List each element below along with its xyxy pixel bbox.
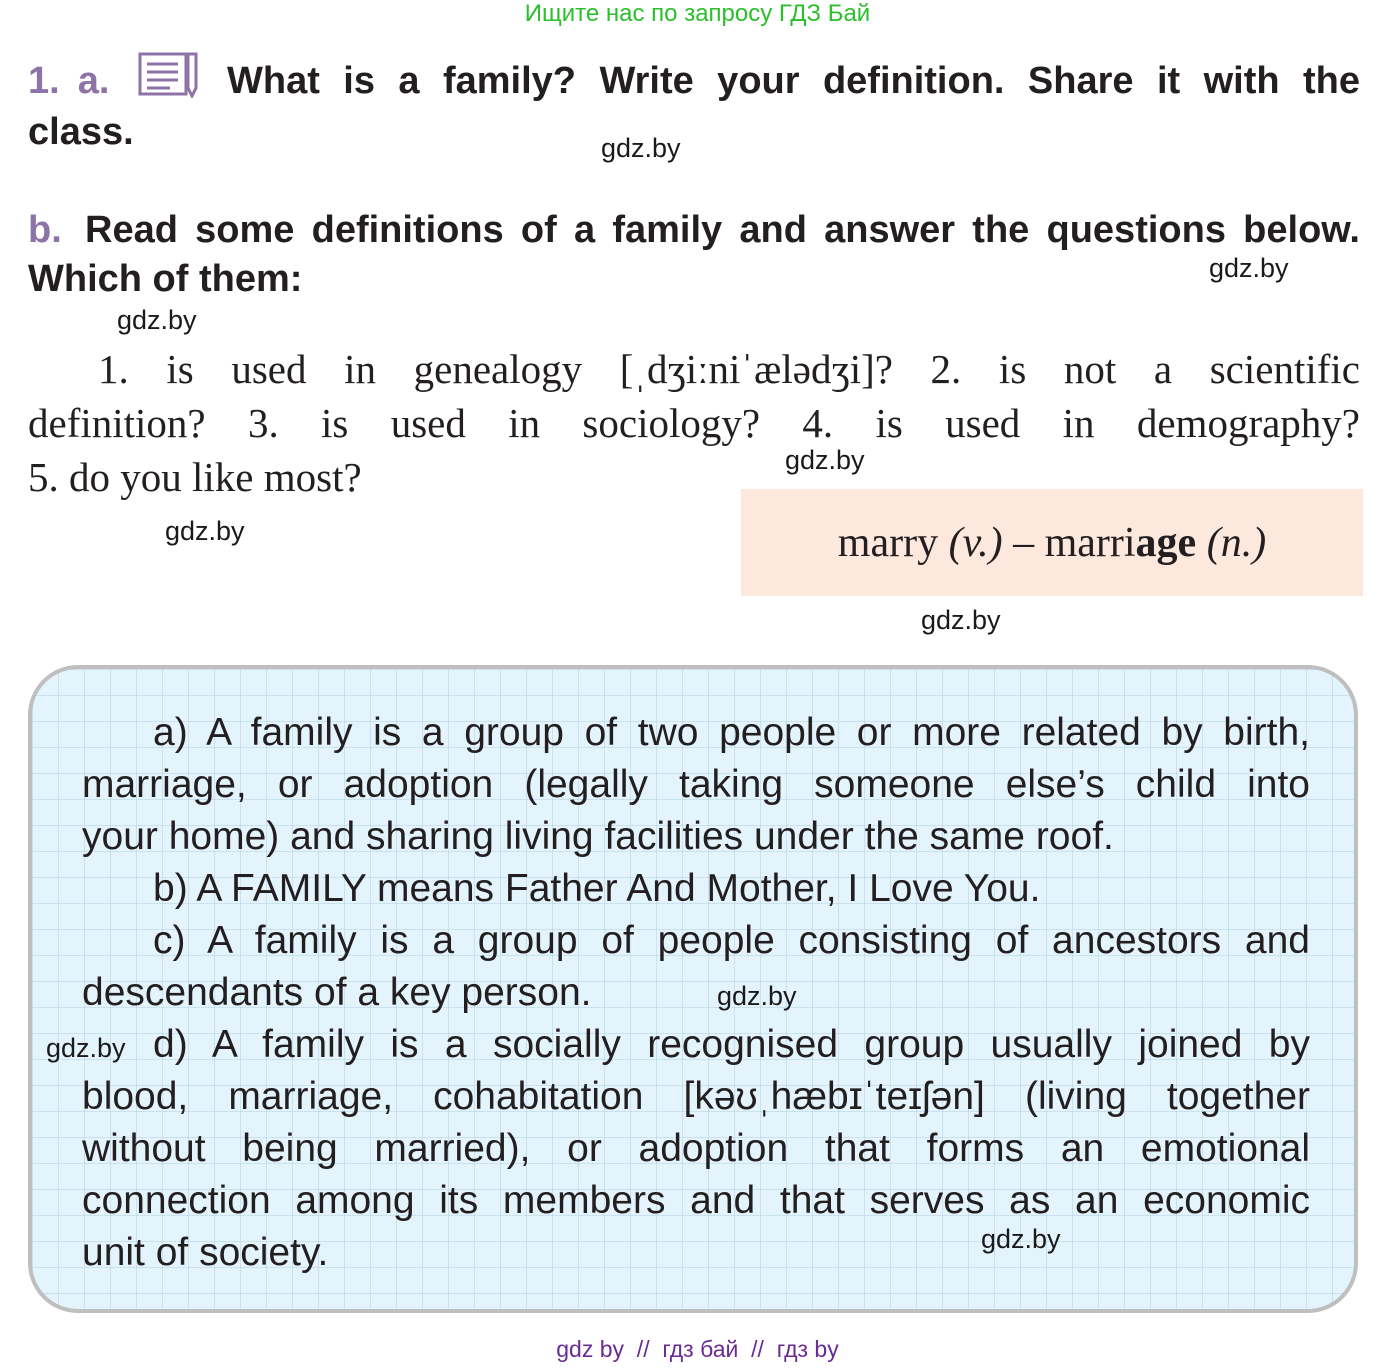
watermark-site: gdz.by bbox=[165, 516, 245, 546]
definition-a-line1: a) A family is a group of two people or more related by birth, bbox=[153, 711, 1310, 754]
definition-a-line3: your home) and sharing living facilities under the same roof. bbox=[82, 815, 1114, 858]
definition-d-line5: unit of society. bbox=[82, 1231, 329, 1274]
definition-d-line3: without being married), or adoption that forms an emotional bbox=[82, 1127, 1310, 1170]
vocabulary-box bbox=[741, 489, 1363, 596]
definition-d-line1: d) A family is a socially recognised group usually joined by bbox=[153, 1023, 1310, 1066]
watermark-site: gdz.by bbox=[117, 305, 197, 335]
watermark-site: gdz.by bbox=[785, 445, 865, 475]
task-letter-b: b. bbox=[28, 209, 62, 251]
questions-line3: 5. do you like most? bbox=[28, 454, 362, 500]
task-1a-line1: What is a family? Write your definition. Share it with the bbox=[227, 60, 1360, 102]
top-banner: Ищите нас по запросу ГДЗ Бай bbox=[524, 0, 871, 27]
task-number: 1. bbox=[28, 60, 60, 102]
watermark-site: gdz.by bbox=[717, 981, 797, 1011]
watermark-site: gdz.by bbox=[1209, 253, 1289, 283]
task-1b-line2: Which of them: bbox=[28, 258, 303, 300]
definition-d-line4: connection among its members and that serves as an economic bbox=[82, 1179, 1310, 1222]
definition-c-line2: descendants of a key person. bbox=[82, 971, 592, 1014]
notebook-pencil-icon bbox=[138, 50, 204, 98]
definition-c-line1: c) A family is a group of people consisting of ancestors and bbox=[153, 919, 1310, 962]
vocab-noun-suffix: age bbox=[1135, 519, 1197, 566]
watermark-site: gdz.by bbox=[981, 1224, 1061, 1254]
definition-d-line2: blood, marriage, cohabitation [kəʊˌhæbɪˈteɪʃən] (living together bbox=[82, 1075, 1310, 1118]
definitions-panel bbox=[28, 665, 1358, 1313]
watermark-site: gdz.by bbox=[921, 605, 1001, 635]
definition-a-line2: marriage, or adoption (legally taking someone else’s child into bbox=[82, 763, 1310, 806]
questions-line1: 1. is used in genealogy [ˌdʒiːniˈælədʒi]? 2. is not a scientific bbox=[98, 346, 1360, 392]
task-letter-a: a. bbox=[77, 60, 110, 102]
vocab-noun-root: marri bbox=[1044, 519, 1136, 566]
questions-line2: definition? 3. is used in sociology? 4. is used in demography? bbox=[28, 400, 1360, 446]
vocabulary-text bbox=[838, 519, 1266, 567]
watermark-site: gdz.by bbox=[46, 1033, 126, 1063]
definition-b-line1: b) A FAMILY means Father And Mother, I Love You. bbox=[153, 867, 1041, 910]
vocab-verb: marry bbox=[837, 519, 939, 566]
bottom-footer: gdz by // гдз бай // гдз by bbox=[556, 1336, 839, 1362]
task-1b-line1: Read some definitions of a family and answer the questions below. bbox=[85, 209, 1360, 251]
vocab-dash: – bbox=[1013, 519, 1035, 566]
watermark-site: gdz.by bbox=[601, 133, 681, 163]
vocab-verb-tag: (v.) bbox=[948, 519, 1003, 566]
task-1a-heading bbox=[28, 60, 109, 103]
task-1a-line2: class. bbox=[28, 111, 134, 153]
vocab-noun-tag: (n.) bbox=[1206, 519, 1267, 566]
